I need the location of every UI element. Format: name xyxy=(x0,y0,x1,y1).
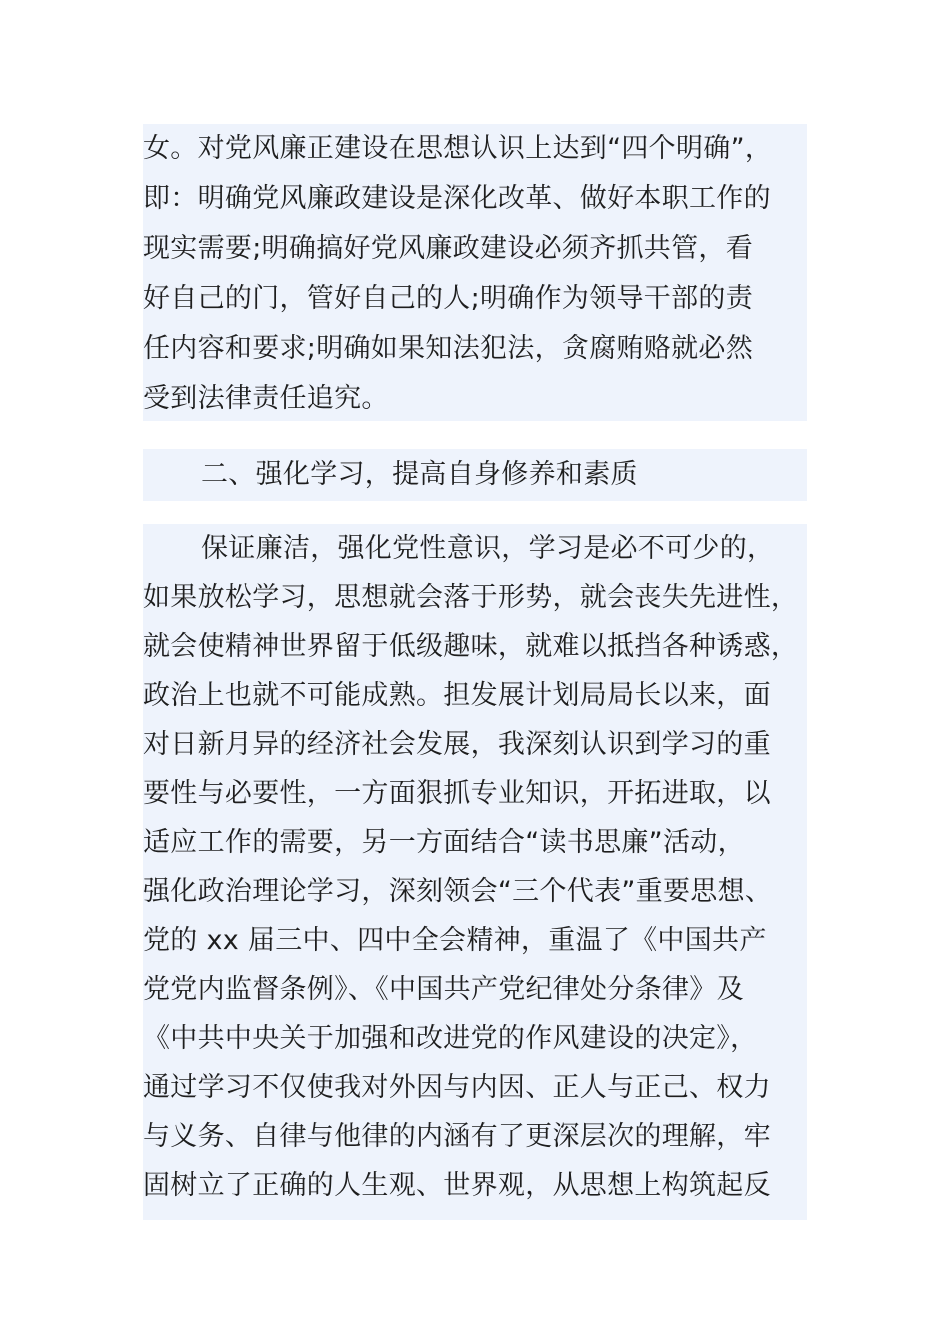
section-heading xyxy=(143,449,807,501)
text-line: 即：明确党风廉政建设是深化改革、做好本职工作的 xyxy=(143,183,771,214)
text-line: 对日新月异的经济社会发展，我深刻认识到学习的重 xyxy=(143,729,771,760)
text-line: 党的 xx 届三中、四中全会精神，重温了《中国共产 xyxy=(143,925,767,956)
text-line: 强化政治理论学习，深刻领会“三个代表”重要思想、 xyxy=(143,876,773,907)
text-line: 女。对党风廉正建设在思想认识上达到“四个明确”， xyxy=(143,133,773,164)
paragraph-continuation xyxy=(143,124,807,421)
text-line: 任内容和要求;明确如果知法犯法，贪腐贿赂就必然 xyxy=(143,333,753,364)
paragraph-learning xyxy=(143,524,807,1220)
text-line: 《中共中央关于加强和改进党的作风建设的决定》， xyxy=(143,1023,758,1054)
text-line: 固树立了正确的人生观、世界观，从思想上构筑起反 xyxy=(143,1170,771,1201)
text-line: 就会使精神世界留于低级趣味，就难以抵挡各种诱惑， xyxy=(143,631,799,662)
text-line: 适应工作的需要，另一方面结合“读书思廉”活动， xyxy=(143,827,745,858)
text-line: 现实需要;明确搞好党风廉政建设必须齐抓共管，看 xyxy=(143,233,753,264)
text-line: 党党内监督条例》、《中国共产党纪律处分条律》及 xyxy=(143,974,744,1005)
text-line: 通过学习不仅使我对外因与内因、正人与正己、权力 xyxy=(143,1072,771,1103)
text-line: 保证廉洁，强化党性意识，学习是必不可少的， xyxy=(201,533,775,564)
text-line: 好自己的门，管好自己的人;明确作为领导干部的责 xyxy=(143,283,753,314)
text-line: 与义务、自律与他律的内涵有了更深层次的理解，牢 xyxy=(143,1121,771,1152)
text-line: 政治上也就不可能成熟。担发展计划局局长以来，面 xyxy=(143,680,771,711)
heading-text: 二、强化学习，提高自身修养和素质 xyxy=(201,459,638,490)
text-line: 受到法律责任追究。 xyxy=(143,383,389,414)
text-line: 如果放松学习，思想就会落于形势，就会丧失先进性， xyxy=(143,582,799,613)
text-line: 要性与必要性，一方面狠抓专业知识，开拓进取，以 xyxy=(143,778,771,809)
